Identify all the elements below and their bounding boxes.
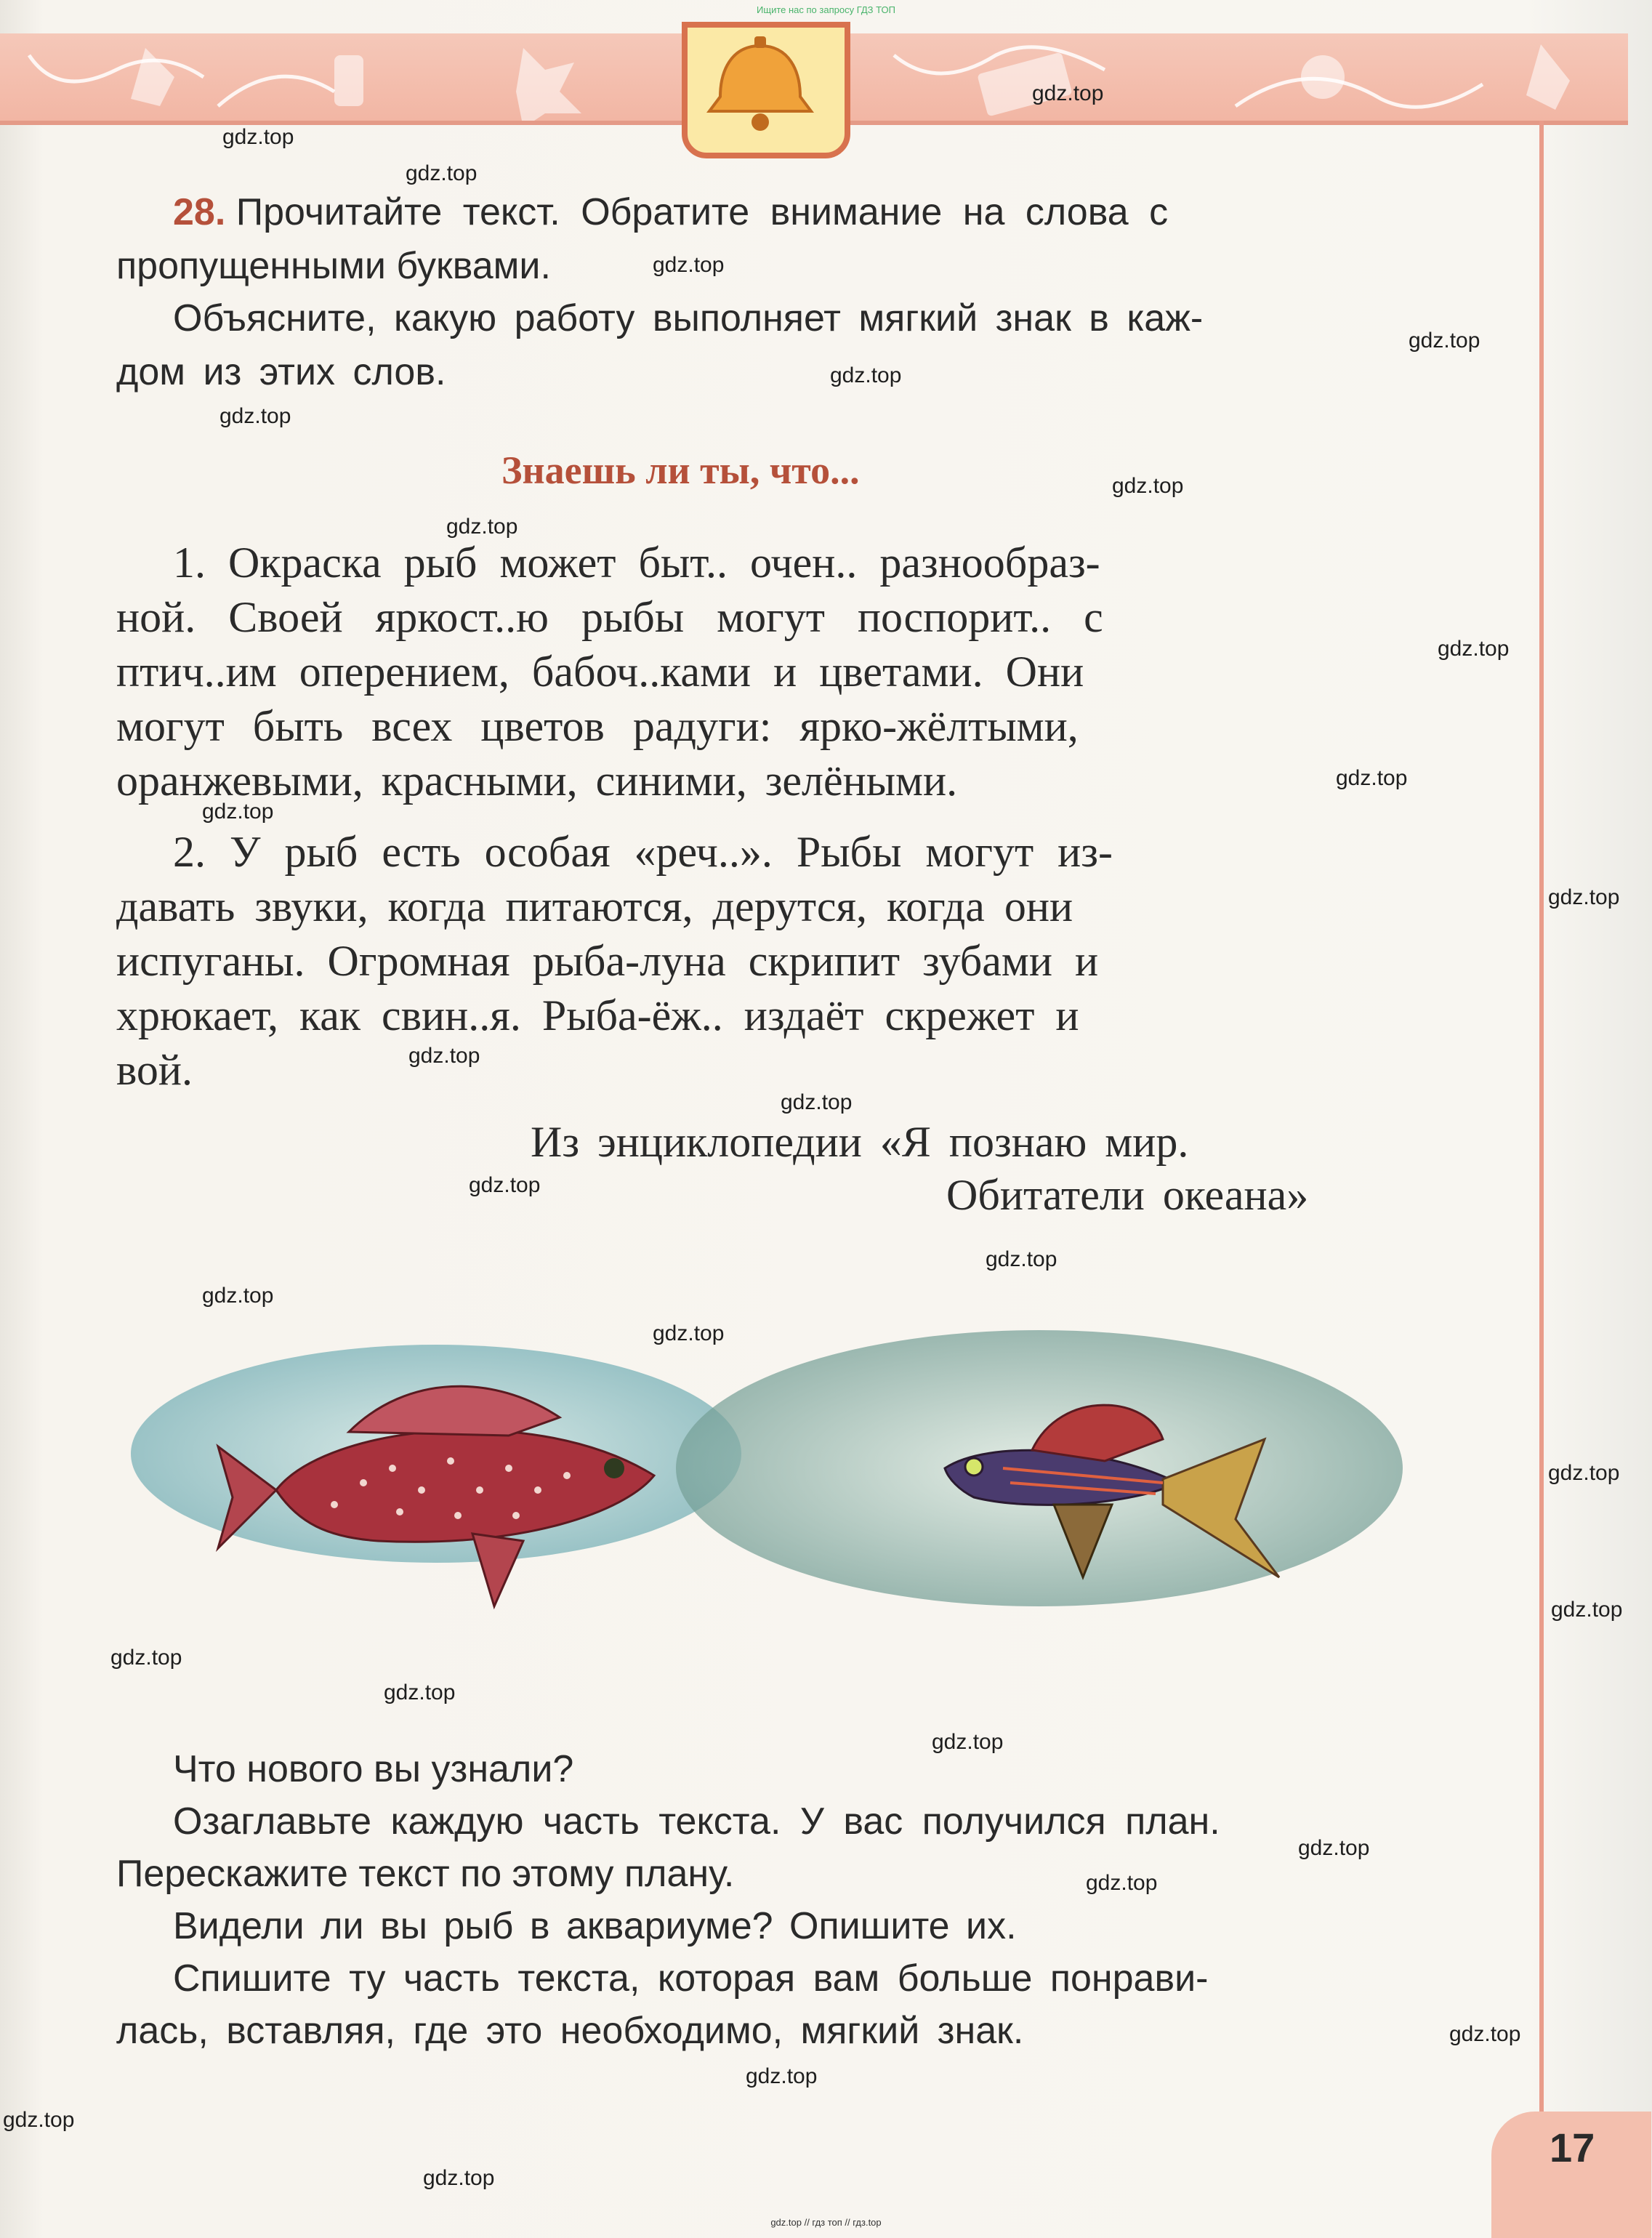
- watermark: gdz.top: [110, 1646, 182, 1670]
- watermark: gdz.top: [932, 1730, 1004, 1754]
- paragraph1-line: могут быть всех цветов радуги: ярко-жёлтыми,: [116, 702, 1079, 750]
- watermark: gdz.top: [1298, 1836, 1370, 1860]
- source-line-2: Обитатели океана»: [946, 1171, 1309, 1219]
- source-line-1: Из энциклопедии «Я познаю мир.: [531, 1118, 1189, 1166]
- watermark: gdz.top: [653, 1321, 725, 1345]
- watermark: gdz.top: [3, 2108, 75, 2132]
- scissors-icon: [1301, 55, 1345, 99]
- fish-illustration: [131, 1323, 1439, 1643]
- paragraph1-line: ной. Своей яркост..ю рыбы могут поспорит.. с: [116, 593, 1103, 641]
- subtitle: Знаешь ли ты, что...: [501, 448, 860, 492]
- task-line: Перескажите текст по этому плану.: [116, 1853, 735, 1895]
- exercise-line-2: пропущенными буквами.: [116, 245, 551, 287]
- watermark: gdz.top: [1409, 329, 1480, 353]
- paragraph2-line: 2. У рыб есть особая «реч..». Рыбы могут из-: [173, 828, 1113, 876]
- watermark: gdz.top: [406, 161, 478, 185]
- paragraph2-line: хрюкает, как свин..я. Рыба-ёж.. издаёт скрежет и: [116, 991, 1079, 1039]
- right-margin-rule: [1539, 121, 1544, 2112]
- paragraph2-line: вой.: [116, 1046, 193, 1094]
- watermark: gdz.top: [219, 404, 291, 428]
- watermark: gdz.top: [830, 363, 902, 387]
- watermark: gdz.top: [1336, 766, 1408, 790]
- bottom-note: gdz.top // гдз топ // гдз.top: [770, 2217, 882, 2228]
- paragraph2-line: испуганы. Огромная рыба-луна скрипит зубами и: [116, 937, 1099, 985]
- paragraph2-line: давать звуки, когда питаются, дерутся, когда они: [116, 882, 1073, 930]
- top-note: Ищите нас по запросу ГДЗ ТОП: [757, 4, 895, 15]
- watermark: gdz.top: [1449, 2022, 1521, 2046]
- bell-outline-icon: [131, 48, 174, 106]
- task-line: Видели ли вы рыб в аквариуме? Опишите их.: [173, 1905, 1017, 1947]
- maple-leaf-icon: [516, 48, 581, 121]
- watermark: gdz.top: [1548, 885, 1620, 909]
- page-number: 17: [1550, 2125, 1595, 2170]
- watermark: gdz.top: [746, 2064, 818, 2088]
- watermark: gdz.top: [986, 1247, 1057, 1271]
- watermark: gdz.top: [1086, 1871, 1158, 1895]
- watermark: gdz.top: [1032, 81, 1104, 105]
- exercise-line-3: Объясните, какую работу выполняет мягкий знак в каж-: [173, 297, 1204, 339]
- watermark: gdz.top: [446, 515, 518, 539]
- fish-picture: [131, 1323, 1439, 1643]
- exercise-line-1: [173, 190, 1168, 234]
- paragraph1-line: 1. Окраска рыб может быт.. очен.. разнообраз-: [173, 539, 1100, 587]
- exercise-line-4: дом из этих слов.: [116, 351, 446, 393]
- task-line: Спишите ту часть текста, которая вам больше понрави-: [173, 1957, 1209, 2000]
- watermark: gdz.top: [1438, 637, 1510, 661]
- task-line: Озаглавьте каждую часть текста. У вас получился план.: [173, 1800, 1220, 1843]
- watermark: gdz.top: [1548, 1461, 1620, 1485]
- exercise-instruction: Прочитайте текст. Обратите внимание на слова с: [235, 191, 1169, 233]
- watermark: gdz.top: [781, 1090, 853, 1114]
- watermark: gdz.top: [423, 2166, 495, 2190]
- task-line: лась, вставляя, где это необходимо, мягкий знак.: [116, 2010, 1024, 2052]
- exercise-number: 28.: [173, 191, 226, 233]
- watermark: gdz.top: [469, 1173, 541, 1197]
- watermark: gdz.top: [1551, 1598, 1623, 1622]
- watermark: gdz.top: [202, 1284, 274, 1308]
- bell-badge: [682, 22, 850, 158]
- watermark: gdz.top: [222, 125, 294, 149]
- bell-icon: [688, 28, 833, 141]
- watermark: gdz.top: [408, 1044, 480, 1068]
- paragraph1-line: оранжевыми, красными, синими, зелёными.: [116, 757, 958, 805]
- paragraph1-line: птич..им оперением, бабоч..ками и цветами. Они: [116, 648, 1084, 696]
- watermark: gdz.top: [202, 800, 274, 824]
- watermark: gdz.top: [653, 253, 725, 277]
- watermark: gdz.top: [384, 1680, 456, 1704]
- watermark: gdz.top: [1112, 474, 1184, 498]
- task-line: Что нового вы узнали?: [173, 1748, 574, 1790]
